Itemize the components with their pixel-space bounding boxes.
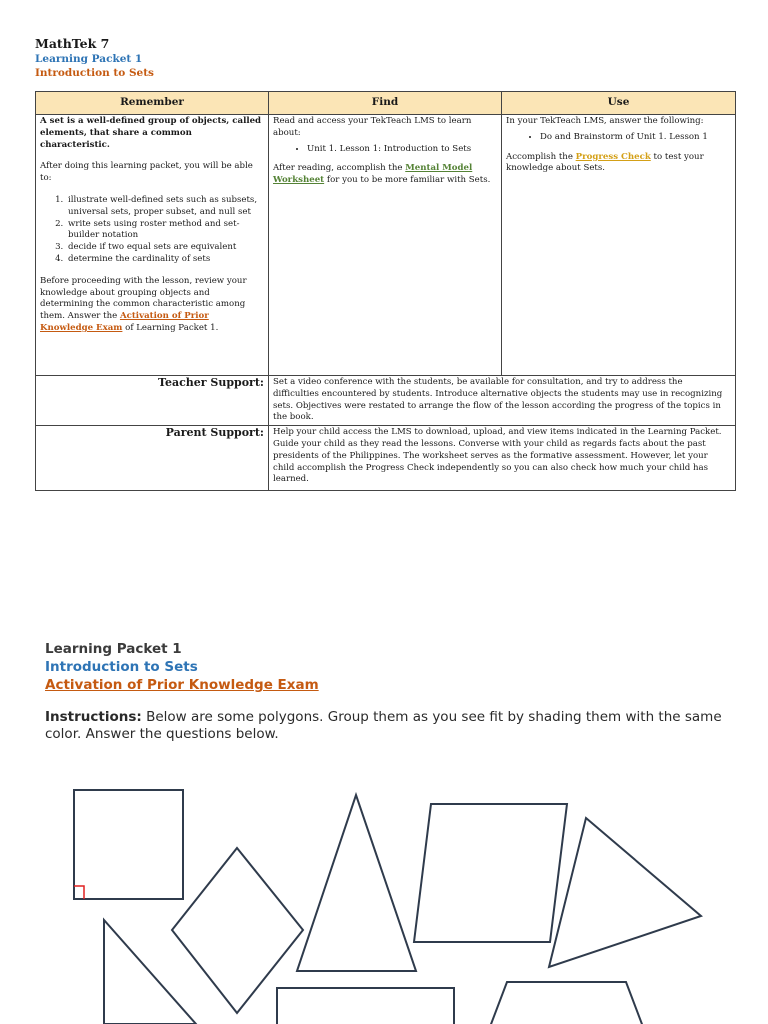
scalene-triangle-shape [549, 818, 701, 967]
activation-exam-link[interactable]: Activation of Prior Knowledge Exam [40, 311, 209, 333]
review-text: Before proceeding with the lesson, review your knowledge about grouping objects and determining the common characteristic among them. Answer the [40, 275, 247, 322]
find-cell [269, 115, 502, 376]
rectangle-shape [277, 988, 454, 1024]
right-angle-marker [74, 886, 84, 899]
find-intro: Read and access your TekTeach LMS to learn about: [273, 116, 472, 138]
instructions-text: Below are some polygons. Group them as you see fit by shading them with the same color. Answer the questions below. [45, 709, 722, 742]
trapezoid-shape [485, 982, 648, 1024]
column-header-remember: Remember [36, 92, 269, 115]
packet-title: Learning Packet 1 [35, 53, 143, 65]
find-bullet: • Unit 1. Lesson 1: Introduction to Sets [307, 144, 497, 156]
course-title: MathTek 7 [35, 36, 110, 51]
remember-cell [36, 115, 269, 376]
objective-item: 1. illustrate well-defined sets such as subsets, universal sets, proper subset, and null set [66, 195, 264, 219]
page-header [35, 36, 154, 80]
polygons-figure [0, 770, 768, 1024]
find-list [273, 144, 497, 156]
use-intro: In your TekTeach LMS, answer the following: [506, 116, 704, 126]
objective-item: 2. write sets using roster method and set-builder notation [66, 219, 264, 243]
review-suffix: of Learning Packet 1. [125, 322, 219, 333]
objectives-list [40, 195, 264, 266]
use-accomplish-prefix: Accomplish the [506, 151, 573, 162]
parallelogram-shape [414, 804, 567, 942]
objective-item: 3. decide if two equal sets are equivalent [66, 242, 264, 254]
find-after-prefix: After reading, accomplish the [273, 163, 403, 174]
topic-title: Introduction to Sets [35, 67, 154, 79]
progress-check-link[interactable]: Progress Check [575, 151, 651, 162]
right-triangle-shape [104, 920, 196, 1024]
exam-topic-title: Introduction to Sets [45, 659, 198, 675]
exam-header [45, 640, 319, 694]
find-after-suffix: for you to be more familiar with Sets. [326, 175, 491, 186]
use-bullet: • Do and Brainstorm of Unit 1. Lesson 1 [540, 132, 731, 144]
teacher-support-label: Teacher Support: [36, 376, 269, 426]
exam-title: Activation of Prior Knowledge Exam [45, 677, 319, 693]
set-definition: A set is a well-defined group of objects, called elements, that share a common characteristic. [40, 116, 262, 150]
learning-packet-table [35, 91, 736, 491]
parent-support-label: Parent Support: [36, 426, 269, 491]
column-header-find: Find [269, 92, 502, 115]
exam-instructions [45, 709, 745, 743]
objectives-intro: After doing this learning packet, you will be able to: [40, 161, 253, 184]
instructions-label: Instructions: [45, 709, 142, 725]
objective-item: 4. determine the cardinality of sets [66, 254, 264, 266]
use-accomplish-suffix: to test your knowledge about Sets. [506, 151, 704, 174]
use-accomplish-paragraph [506, 152, 731, 176]
exam-packet-title: Learning Packet 1 [45, 641, 182, 657]
find-after-paragraph [273, 163, 497, 187]
use-cell [502, 115, 736, 376]
mental-model-worksheet-link[interactable]: Mental Model Worksheet [273, 163, 473, 186]
column-header-use: Use [502, 92, 736, 115]
teacher-support-text: Set a video conference with the students, be available for consultation, and try to address the difficulties encountered by students. Introduce alternative objects the students may use in recognizing sets. Objectives were restated to arrange the flow of the lesson according the progress of the topics in the book. [269, 376, 736, 426]
isosceles-triangle-shape [297, 795, 416, 971]
review-paragraph [40, 276, 264, 335]
use-list [506, 132, 731, 144]
square-shape [74, 790, 183, 899]
parent-support-text: Help your child access the LMS to download, upload, and view items indicated in the Learning Packet. Guide your child as they read the lessons. Converse with your child as regards facts about the past presidents of the Philippines. The worksheet serves as the formative assessment. However, let your child accomplish the Progress Check independently so you can also check how much your child has learned. [269, 426, 736, 491]
